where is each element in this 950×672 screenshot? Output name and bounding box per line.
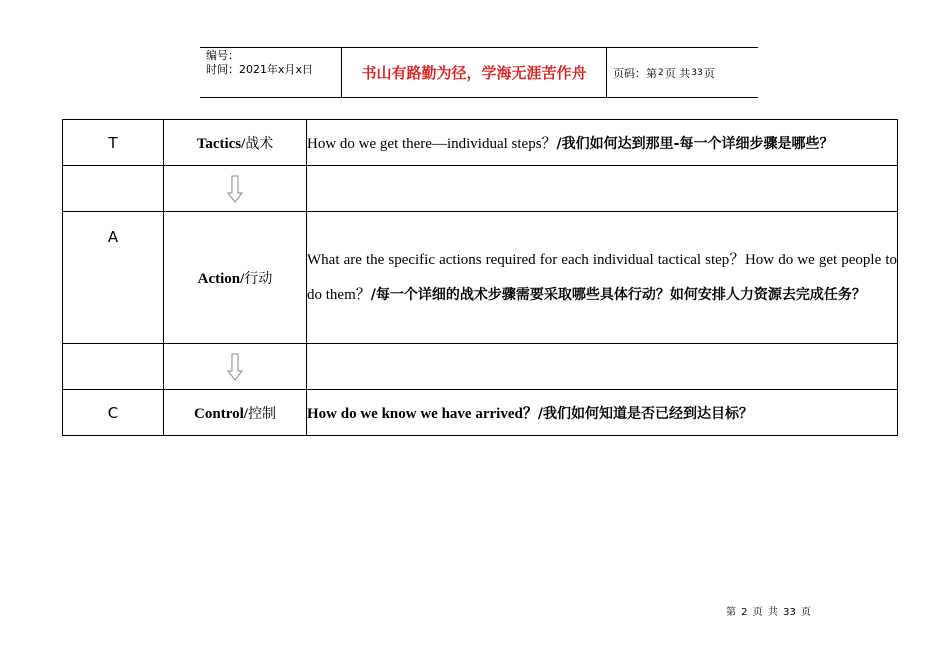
empty-cell bbox=[307, 166, 898, 212]
row-letter: A bbox=[63, 212, 164, 344]
doc-number-label: 编号： bbox=[206, 49, 239, 62]
page-suffix: 页 bbox=[703, 66, 715, 80]
row-description bbox=[307, 390, 898, 436]
row-description bbox=[307, 212, 898, 344]
table-row-control bbox=[63, 390, 898, 436]
table-row-arrow bbox=[63, 166, 898, 212]
term-cn: 战术 bbox=[245, 135, 274, 152]
page-mid: 页 共 bbox=[664, 66, 691, 80]
date-label: 时间：2021年x月x日 bbox=[206, 63, 314, 76]
arrow-cell bbox=[164, 344, 307, 390]
down-arrow-icon bbox=[227, 175, 243, 203]
term-en: Control/ bbox=[194, 405, 248, 422]
term-en: Action/ bbox=[197, 270, 245, 287]
term-cn: 行动 bbox=[244, 270, 273, 287]
down-arrow-icon bbox=[227, 353, 243, 381]
table-row-tactics bbox=[63, 120, 898, 166]
table-row-action bbox=[63, 212, 898, 344]
desc-en: How do we know we have arrived？ bbox=[307, 406, 538, 422]
tac-table bbox=[62, 119, 898, 436]
row-term bbox=[164, 120, 307, 166]
desc-en: What are the specific actions required for each individual tactical step？How do we get people to do them？ bbox=[307, 251, 897, 303]
table-row-arrow bbox=[63, 344, 898, 390]
page-total: 33 bbox=[691, 67, 703, 78]
page-header bbox=[200, 47, 758, 98]
page-prefix: 页码：第 bbox=[613, 66, 657, 80]
row-description bbox=[307, 120, 898, 166]
header-motto: 书山有路勤为径，学海无涯苦作舟 bbox=[342, 48, 607, 97]
page-number: 2 bbox=[658, 67, 664, 78]
desc-cn: /每一个详细的战术步骤需要采取哪些具体行动？如何安排人力资源去完成任务？ bbox=[370, 286, 866, 303]
arrow-cell bbox=[164, 166, 307, 212]
empty-cell bbox=[63, 344, 164, 390]
term-cn: 控制 bbox=[247, 405, 276, 422]
header-info bbox=[200, 48, 342, 97]
desc-en: How do we get there—individual steps？ bbox=[307, 136, 557, 152]
page-footer: 第 2 页 共 33 页 bbox=[726, 607, 811, 618]
row-term bbox=[164, 390, 307, 436]
row-letter: T bbox=[63, 120, 164, 166]
header-page-info bbox=[607, 48, 758, 97]
desc-cn: /我们如何达到那里-每一个详细步骤是哪些？ bbox=[556, 136, 834, 152]
term-en: Tactics/ bbox=[196, 135, 246, 152]
row-term bbox=[164, 212, 307, 344]
empty-cell bbox=[63, 166, 164, 212]
desc-cn: /我们如何知道是否已经到达目标？ bbox=[537, 406, 753, 422]
empty-cell bbox=[307, 344, 898, 390]
row-letter: C bbox=[63, 390, 164, 436]
